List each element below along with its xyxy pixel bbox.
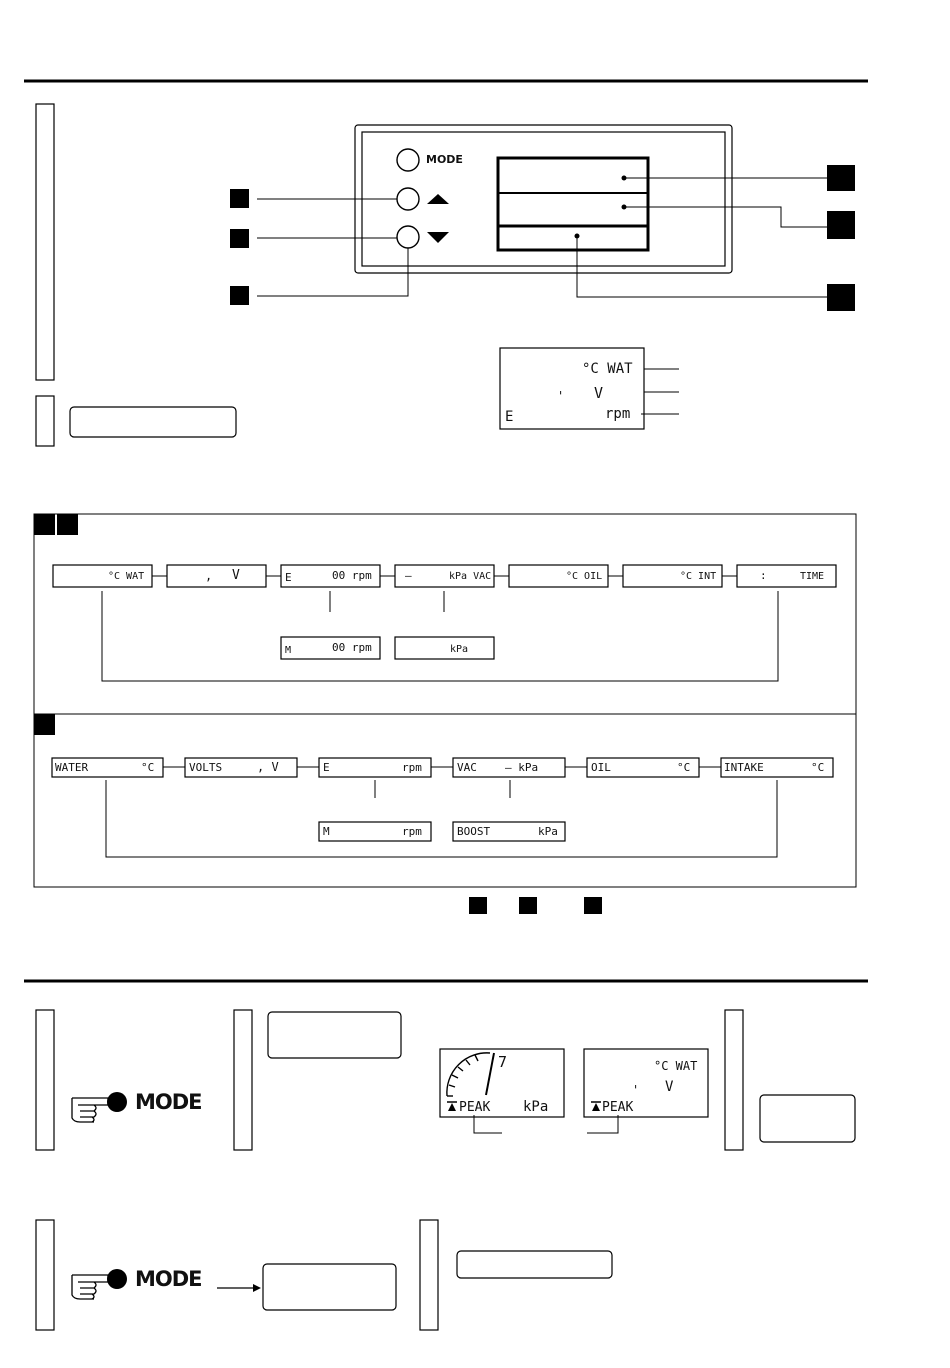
mode-b-box-right: rpm [402, 761, 422, 774]
mode-b-sub-left: BOOST [457, 825, 491, 838]
mode-a-box-right: V [232, 568, 240, 583]
mode-b-box-left: WATER [55, 761, 89, 774]
gauge-peak-label: PEAK [459, 1100, 491, 1115]
blank-label-box [263, 1264, 396, 1310]
side-bar [420, 1220, 438, 1330]
mode-b-sub-right: rpm [402, 825, 422, 838]
callout-marker [230, 286, 249, 305]
callout-marker [827, 211, 855, 239]
panel-lcd [498, 158, 648, 250]
mode-a-box-right: °C INT [680, 571, 717, 582]
mode-a-sub-right: 00 rpm [332, 641, 372, 654]
gauge-scale-mark: 7 [498, 1053, 508, 1071]
gauge-unit: kPa [523, 1099, 549, 1115]
mode-a-sub-left: M [285, 645, 292, 656]
mode-a-box-right: TIME [800, 571, 825, 582]
gauge-needle [486, 1053, 494, 1095]
callout-marker [34, 514, 55, 535]
side-bar [36, 104, 54, 380]
mode-a-box-left: , [205, 569, 213, 583]
mode-press-label: MODE [135, 1267, 202, 1291]
mode-button [397, 149, 419, 171]
mode-b-box-right: °C [141, 761, 155, 774]
callout-marker [230, 229, 249, 248]
display-modes-frame [34, 514, 856, 887]
peak-unit-mid: V [665, 1079, 674, 1095]
mode-a-box-left: E [285, 571, 292, 584]
callout-marker [827, 165, 855, 191]
mode-b-box-right: , V [257, 760, 279, 774]
mode-b-box-left: INTAKE [724, 761, 764, 774]
side-bar [725, 1010, 743, 1150]
mode-a-box-right: kPa VAC [449, 571, 492, 582]
side-bar [36, 1010, 54, 1150]
mode-b-box-left: OIL [591, 761, 611, 774]
callout-marker [469, 897, 487, 914]
mode-b-box-right: °C [677, 761, 691, 774]
mode-a-box-right: °C WAT [108, 571, 145, 582]
mode-b-sub-right: kPa [538, 825, 558, 838]
callout-marker [230, 189, 249, 208]
side-bar [36, 1220, 54, 1330]
blank-label-box [457, 1251, 612, 1278]
peak-unit-top: °C WAT [654, 1059, 698, 1073]
mode-press-label: MODE [135, 1090, 202, 1114]
callout-marker [584, 897, 602, 914]
mode-a-sub-right: kPa [450, 644, 469, 655]
sample-row2-unit: V [594, 384, 604, 402]
callout-marker [57, 514, 78, 535]
callout-marker [519, 897, 537, 914]
mode-b-box-left: VOLTS [189, 761, 223, 774]
sample-row1-unit: °C WAT [582, 361, 633, 377]
mode-b-box-left: E [323, 761, 330, 774]
mode-b-sub-left: M [323, 825, 330, 838]
sample-row3-prefix: E [505, 409, 514, 425]
peak-label: PEAK [602, 1100, 634, 1115]
mode-label: MODE [426, 153, 463, 166]
blank-label-box [760, 1095, 855, 1142]
hand-press-icon [72, 1269, 127, 1299]
mode-a-box-left: : [760, 569, 767, 582]
hand-press-icon [72, 1092, 127, 1122]
down-arrow-icon [427, 232, 449, 243]
down-button [397, 226, 419, 248]
side-bar [234, 1010, 252, 1150]
mode-a-box-left: – [405, 569, 412, 582]
sample-row2-sep: ' [557, 389, 565, 403]
up-arrow-icon [427, 194, 449, 204]
mode-b-box-left: VAC [457, 761, 477, 774]
side-bar [36, 396, 54, 446]
mode-a-box-right: °C OIL [566, 571, 603, 582]
peak-sep: ' [632, 1083, 640, 1097]
mode-a-box-right: 00 rpm [332, 569, 372, 582]
sample-row3-unit: rpm [605, 406, 631, 422]
blank-label-box [70, 407, 236, 437]
arrow-icon [253, 1284, 261, 1292]
mode-b-box-right: °C [811, 761, 825, 774]
mode-b-boxes [52, 758, 833, 841]
up-button [397, 188, 419, 210]
blank-label-box [268, 1012, 401, 1058]
callout-marker [827, 284, 855, 311]
callout-marker [34, 714, 55, 735]
mode-b-box-right: – kPa [505, 761, 539, 774]
